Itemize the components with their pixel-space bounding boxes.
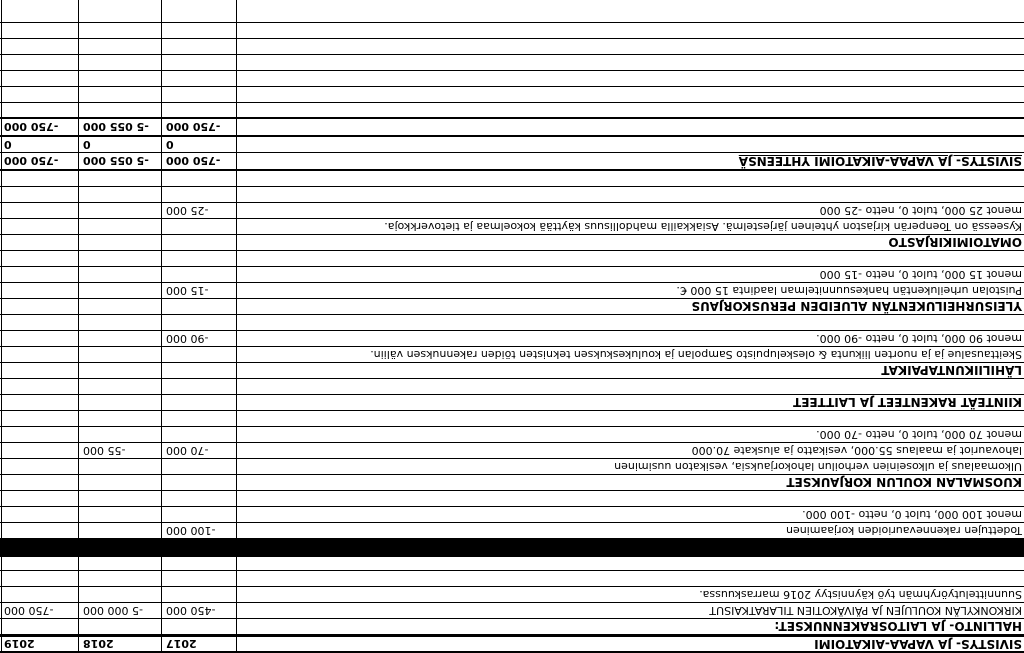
item-text: lahovauriot ja maalaus 55.000, vesikatto ja aluskate 70.000 (691, 444, 1022, 457)
table-row (0, 267, 1024, 283)
table-row (0, 137, 1024, 153)
table-row (0, 203, 1024, 219)
value-2017: -25 000 (166, 204, 209, 217)
net-2017: -750 000 (166, 120, 221, 134)
zero-2019: 0 (4, 138, 12, 151)
value-2017: -450 000 (166, 604, 216, 617)
table-row (0, 87, 1024, 103)
table-row (0, 459, 1024, 475)
table-row (0, 187, 1024, 203)
table-row (0, 55, 1024, 71)
value-2017: -90 000 (166, 332, 209, 345)
zero-2017: 0 (166, 138, 174, 151)
table-row (0, 0, 1024, 23)
table-row (0, 395, 1024, 411)
table-row (0, 427, 1024, 443)
zero-2018: 0 (83, 138, 91, 151)
value-2018: -55 000 (83, 444, 126, 457)
table-row (0, 235, 1024, 251)
total-2017: -750 000 (166, 154, 221, 168)
table-row (0, 523, 1024, 539)
item-menot: menot 100 000, tulot 0, netto -100 000. (802, 508, 1022, 521)
total-title: SIVISTYS- JA VAPAA-AIKATOIMI YHTEENSÄ (738, 154, 1022, 168)
value-2017: -100 000 (166, 524, 216, 537)
table-row (0, 219, 1024, 235)
table-row (0, 103, 1024, 119)
table-row (0, 557, 1024, 571)
value-2018: -5 000 000 (83, 604, 143, 617)
section-title: LÄHILIIKUNTAPAIKAT (881, 363, 1022, 378)
table-row (0, 331, 1024, 347)
header-row (0, 635, 1024, 653)
section-title: HALLINTO- JA LAITOSRAKENNUKSET: (774, 619, 1022, 634)
value-2017: -70 000 (166, 444, 209, 457)
table-row (0, 491, 1024, 507)
table-row (0, 299, 1024, 315)
net-2019: -750 000 (4, 120, 59, 134)
table-row (0, 283, 1024, 299)
item-menot: menot 90 000, tulot 0, netto -90 000. (816, 332, 1022, 345)
section-title: YLEISURHEILUKENTÄN ALUEIDEN PERUSKORJAUS (691, 299, 1022, 314)
section-title: OMATOIMIKIRJASTO (888, 235, 1022, 250)
total-2018: -5 055 000 (83, 154, 149, 168)
table-row (0, 119, 1024, 137)
total-row (0, 153, 1024, 171)
table-row (0, 411, 1024, 427)
year-header-2018: 2018 (83, 637, 114, 651)
section-title: KIINTEÄT RAKENTEET JA LAITTEET (793, 395, 1022, 410)
table-row (0, 587, 1024, 603)
net-2018: -5 055 000 (83, 120, 149, 134)
table-row (0, 443, 1024, 459)
table-row (0, 571, 1024, 587)
total-2019: -750 000 (4, 154, 59, 168)
table-row (0, 171, 1024, 187)
table-row (0, 619, 1024, 635)
value-2019: -750 000 (4, 604, 54, 617)
item-title: KIRKONKYLÄN KOULUJEN JA PÄIVÄKOTIEN TILARATKAISUT (709, 604, 1022, 617)
item-menot: menot 25 000, tulot 0, netto -25 000 (819, 204, 1022, 217)
table-row (0, 363, 1024, 379)
table-row (0, 39, 1024, 55)
year-header-2017: 2017 (166, 637, 197, 651)
item-menot: menot 15 000, tulot 0, netto -15 000 (819, 268, 1022, 281)
table-row (0, 23, 1024, 39)
value-2017: -15 000 (166, 284, 209, 297)
item-note: Suunnittelutyöryhmän työ käynnistyy 2016 marraskuussa. (699, 588, 1022, 601)
item-menot: menot 70 000, tulot 0, netto -70 000. (816, 428, 1022, 441)
black-divider-band (0, 539, 1024, 557)
table-row (0, 603, 1024, 619)
page-title: SIVISTYS- JA VAPAA-AIKATOIMI (814, 637, 1022, 651)
table-row (0, 251, 1024, 267)
table-row (0, 347, 1024, 363)
section-title: KUOSMALAN KOULUN KORJAUKSET (786, 475, 1022, 490)
table-row (0, 475, 1024, 491)
item-text: Ulkomaalaus ja ulkoseinien verhoilun lahokorjauksia, vesikaton uusiminen (614, 460, 1022, 473)
table-row (0, 71, 1024, 87)
year-header-2019: 2019 (4, 637, 35, 651)
item-title: Todettujen rakennevaurioiden korjaaminen (786, 524, 1022, 537)
table-row (0, 379, 1024, 395)
table-row (0, 315, 1024, 331)
table-row (0, 507, 1024, 523)
item-text: Skeittausalue ja ja nuorten liikunta & oleskelupuisto Sampolan ja koulukeskuksen teknisten töiden rakennuksen väliin. (370, 348, 1022, 361)
item-text: Kyseessä on Toenperän kirjaston yhteinen järjestelmä. Asiakkailla mahdollisuus käyttää kokoelmaa ja tietoverkkoja. (384, 220, 1022, 233)
item-text: Puistolan urheilukentän hankesuunnitelman laadinta 15 000 €. (676, 284, 1022, 297)
